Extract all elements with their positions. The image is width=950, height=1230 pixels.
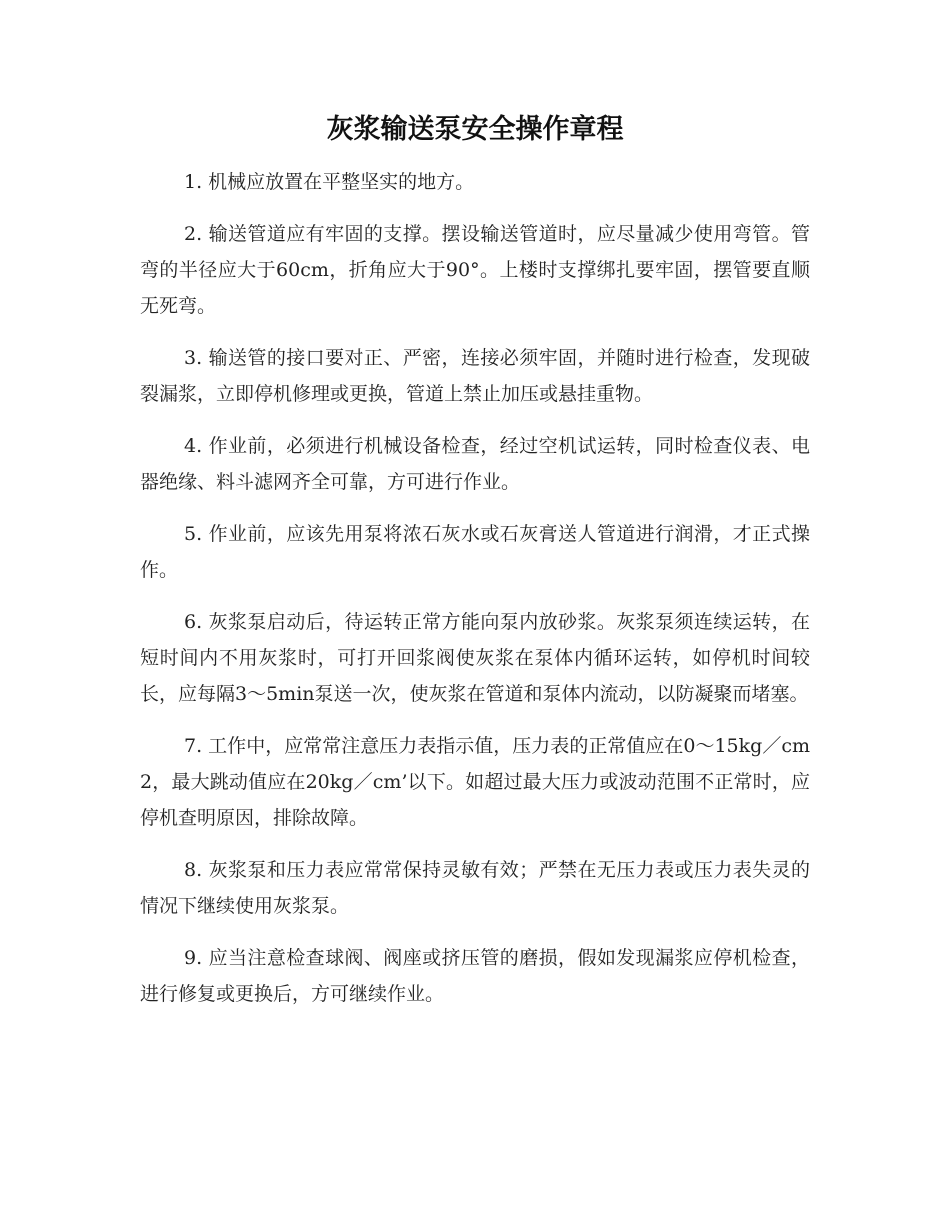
document-title: 灰浆输送泵安全操作章程 [326, 114, 624, 145]
paragraph-8: 8. 灰浆泵和压力表应常常保持灵敏有效；严禁在无压力表或压力表失灵的情况下继续使用灰浆泵。 [140, 859, 810, 917]
paragraph-7: 7. 工作中，应常常注意压力表指示值，压力表的正常值应在0～15kg／cm2，最大跳动值应在20kg／cm’以下。如超过最大压力或波动范围不正常时，应停机查明原因，排除故障。 [140, 735, 810, 829]
paragraph-3: 3. 输送管的接口要对正、严密，连接必须牢固，并随时进行检查，发现破裂漏浆，立即停机修理或更换，管道上禁止加压或悬挂重物。 [140, 347, 810, 405]
document-body [140, 164, 810, 1028]
paragraph-4: 4. 作业前，必须进行机械设备检查，经过空机试运转，同时检查仪表、电器绝缘、料斗滤网齐全可靠，方可进行作业。 [140, 435, 810, 493]
paragraph-1: 1. 机械应放置在平整坚实的地方。 [184, 171, 475, 193]
paragraph-2: 2. 输送管道应有牢固的支撑。摆设输送管道时，应尽量减少使用弯管。管弯的半径应大于60cm，折角应大于90°。上楼时支撑绑扎要牢固，摆管要直顺无死弯。 [140, 223, 810, 317]
paragraph-9: 9. 应当注意检查球阀、阀座或挤压管的磨损，假如发现漏浆应停机检查，进行修复或更换后，方可继续作业。 [140, 947, 810, 1005]
paragraph-6: 6. 灰浆泵启动后，待运转正常方能向泵内放砂浆。灰浆泵须连续运转，在短时间内不用灰浆时，可打开回浆阀使灰浆在泵体内循环运转，如停机时间较长，应每隔3～5min泵送一次，使灰浆在管道和泵体内流动，以防凝聚而堵塞。 [140, 611, 810, 705]
paragraph-5: 5. 作业前，应该先用泵将浓石灰水或石灰膏送人管道进行润滑，才正式操作。 [140, 523, 810, 581]
